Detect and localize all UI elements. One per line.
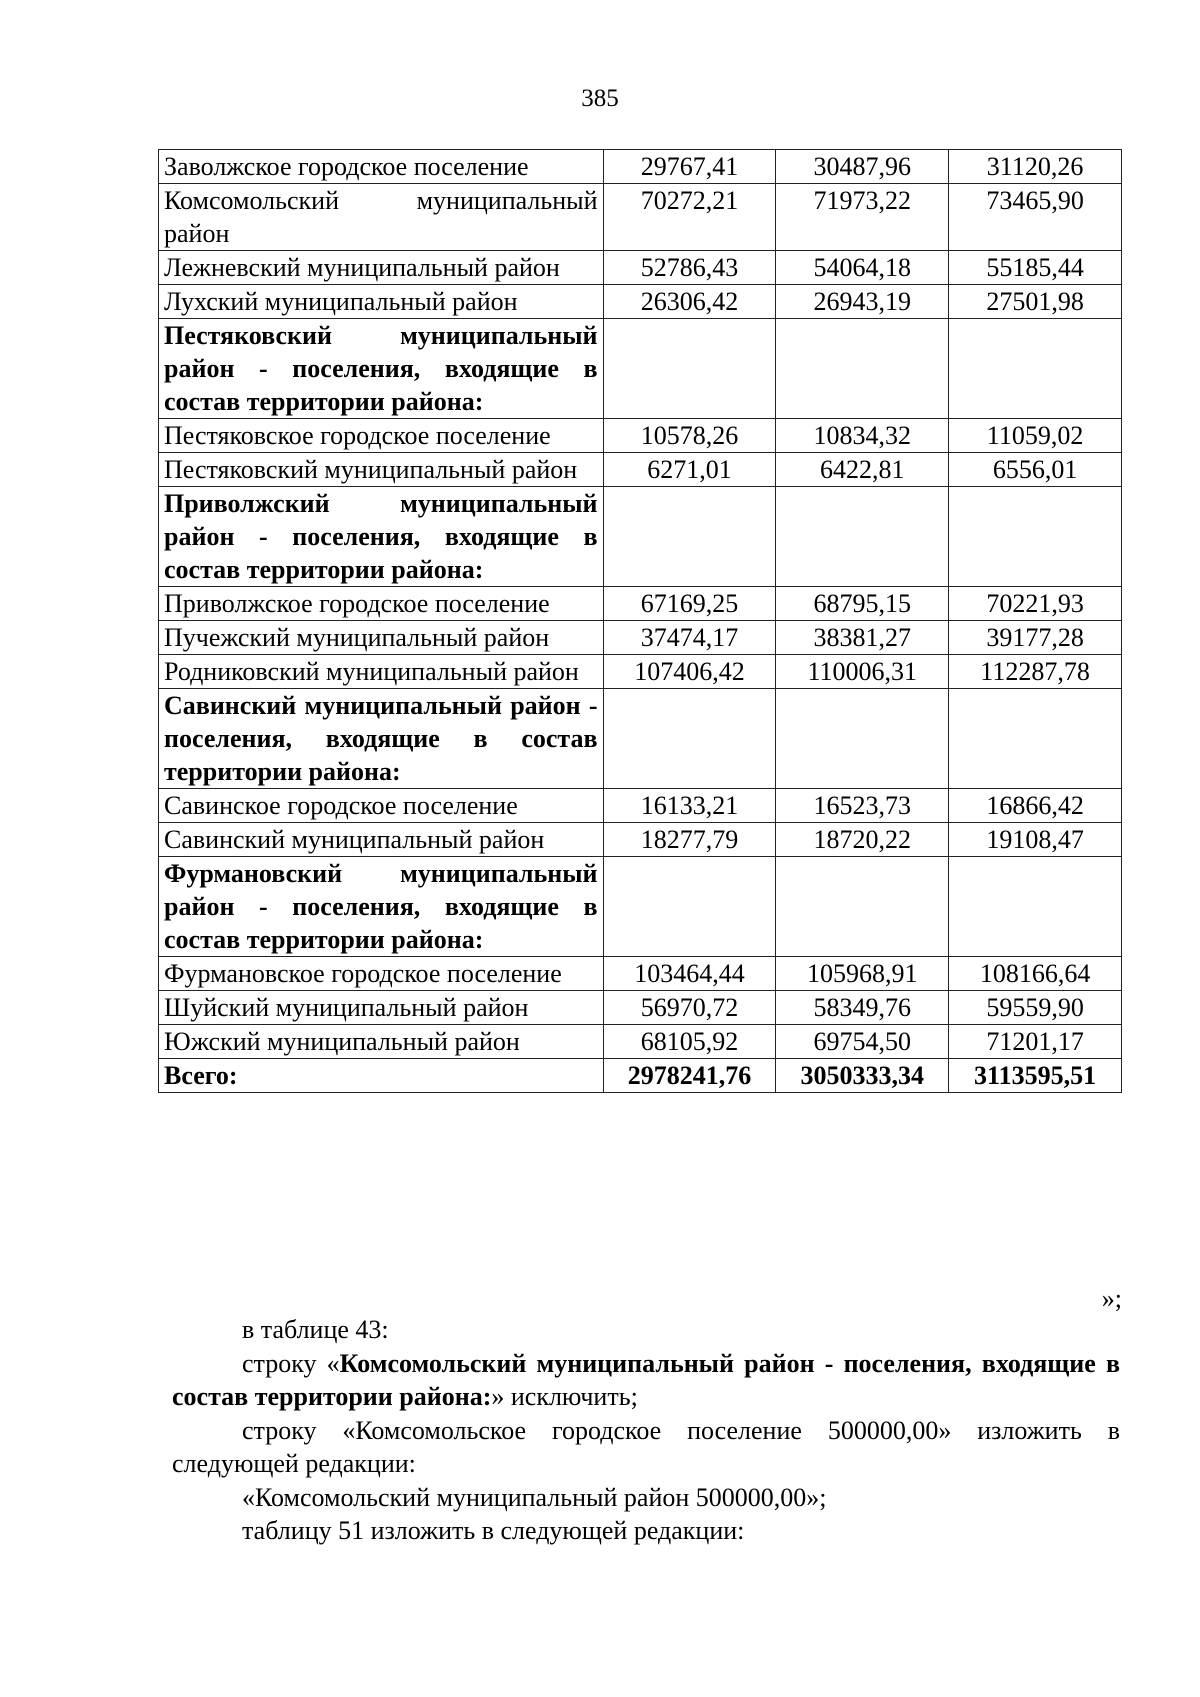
value-cell-2: 71973,22 bbox=[776, 184, 949, 251]
row-name-cell: Приволжский муниципальный район - поселения, входящие в состав территории района: bbox=[159, 487, 604, 587]
value-cell-1: 6271,01 bbox=[603, 453, 776, 487]
row-name-cell: Пестяковский муниципальный район - поселения, входящие в состав территории района: bbox=[159, 319, 604, 419]
table-row bbox=[159, 991, 1122, 1025]
table-row bbox=[159, 319, 1122, 419]
value-cell-2 bbox=[776, 689, 949, 789]
value-cell-1: 56970,72 bbox=[603, 991, 776, 1025]
value-cell-1: 10578,26 bbox=[603, 419, 776, 453]
table-row bbox=[159, 857, 1122, 957]
value-cell-1: 70272,21 bbox=[603, 184, 776, 251]
value-cell-3 bbox=[949, 689, 1122, 789]
row-name-cell: Всего: bbox=[159, 1059, 604, 1093]
value-cell-3: 16866,42 bbox=[949, 789, 1122, 823]
table-row bbox=[159, 587, 1122, 621]
paragraph-table-51: таблицу 51 изложить в следующей редакции: bbox=[242, 1516, 745, 1545]
value-cell-3 bbox=[949, 487, 1122, 587]
value-cell-2: 16523,73 bbox=[776, 789, 949, 823]
table-row bbox=[159, 1025, 1122, 1059]
value-cell-1 bbox=[603, 487, 776, 587]
table-body bbox=[159, 150, 1122, 1093]
value-cell-2 bbox=[776, 487, 949, 587]
value-cell-2: 3050333,34 bbox=[776, 1059, 949, 1093]
value-cell-2 bbox=[776, 857, 949, 957]
table-row bbox=[159, 453, 1122, 487]
value-cell-1: 52786,43 bbox=[603, 251, 776, 285]
value-cell-3: 112287,78 bbox=[949, 655, 1122, 689]
value-cell-3: 59559,90 bbox=[949, 991, 1122, 1025]
paragraph-remove-row bbox=[172, 1347, 1120, 1414]
value-cell-1: 2978241,76 bbox=[603, 1059, 776, 1093]
value-cell-3: 11059,02 bbox=[949, 419, 1122, 453]
value-cell-3: 55185,44 bbox=[949, 251, 1122, 285]
row-name-cell: Фурмановское городское поселение bbox=[159, 957, 604, 991]
value-cell-1 bbox=[603, 857, 776, 957]
table-row bbox=[159, 1059, 1122, 1093]
table-row bbox=[159, 184, 1122, 251]
row-name-cell: Пучежский муниципальный район bbox=[159, 621, 604, 655]
row-name-cell: Лежневский муниципальный район bbox=[159, 251, 604, 285]
value-cell-1: 67169,25 bbox=[603, 587, 776, 621]
value-cell-2: 69754,50 bbox=[776, 1025, 949, 1059]
value-cell-3: 6556,01 bbox=[949, 453, 1122, 487]
value-cell-2: 18720,22 bbox=[776, 823, 949, 857]
value-cell-2: 26943,19 bbox=[776, 285, 949, 319]
paragraph-remove-row-bold: Комсомольский муниципальный район - поселения, входящие в состав территории района: bbox=[172, 1348, 1120, 1411]
value-cell-1: 37474,17 bbox=[603, 621, 776, 655]
value-cell-2: 110006,31 bbox=[776, 655, 949, 689]
row-name-cell: Заволжское городское поселение bbox=[159, 150, 604, 184]
table-row bbox=[159, 150, 1122, 184]
value-cell-1 bbox=[603, 319, 776, 419]
value-cell-1: 107406,42 bbox=[603, 655, 776, 689]
value-cell-3: 27501,98 bbox=[949, 285, 1122, 319]
table-row bbox=[159, 621, 1122, 655]
body-text bbox=[172, 1313, 1120, 1548]
value-cell-3: 71201,17 bbox=[949, 1025, 1122, 1059]
table-row bbox=[159, 487, 1122, 587]
value-cell-1: 18277,79 bbox=[603, 823, 776, 857]
row-name-cell: Приволжское городское поселение bbox=[159, 587, 604, 621]
table-row bbox=[159, 957, 1122, 991]
value-cell-2: 38381,27 bbox=[776, 621, 949, 655]
value-cell-2 bbox=[776, 319, 949, 419]
paragraph-new-row: «Комсомольский муниципальный район 500000,00»; bbox=[242, 1482, 827, 1512]
paragraph-remove-row-suffix: » исключить; bbox=[491, 1382, 638, 1411]
row-name-cell: Шуйский муниципальный район bbox=[159, 991, 604, 1025]
value-cell-3: 31120,26 bbox=[949, 150, 1122, 184]
paragraph-remove-row-prefix: строку « bbox=[242, 1348, 340, 1378]
table-row bbox=[159, 251, 1122, 285]
paragraph-replace-row: строку «Комсомольское городское поселение 500000,00» изложить в следующей редакции: bbox=[172, 1415, 1120, 1478]
value-cell-1: 26306,42 bbox=[603, 285, 776, 319]
value-cell-1: 103464,44 bbox=[603, 957, 776, 991]
row-name-cell: Лухский муниципальный район bbox=[159, 285, 604, 319]
row-name-cell: Южский муниципальный район bbox=[159, 1025, 604, 1059]
row-name-cell: Родниковский муниципальный район bbox=[159, 655, 604, 689]
value-cell-2: 6422,81 bbox=[776, 453, 949, 487]
value-cell-2: 68795,15 bbox=[776, 587, 949, 621]
value-cell-2: 58349,76 bbox=[776, 991, 949, 1025]
row-name-cell: Савинский муниципальный район - поселения, входящие в состав территории района: bbox=[159, 689, 604, 789]
table-row bbox=[159, 655, 1122, 689]
value-cell-3 bbox=[949, 319, 1122, 419]
value-cell-3: 3113595,51 bbox=[949, 1059, 1122, 1093]
paragraph-table-43: в таблице 43: bbox=[242, 1315, 389, 1344]
budget-table bbox=[158, 149, 1122, 1093]
row-name-cell: Пестяковское городское поселение bbox=[159, 419, 604, 453]
value-cell-2: 30487,96 bbox=[776, 150, 949, 184]
closing-quote: »; bbox=[1101, 1284, 1122, 1313]
value-cell-1: 16133,21 bbox=[603, 789, 776, 823]
table-row bbox=[159, 823, 1122, 857]
value-cell-3: 73465,90 bbox=[949, 184, 1122, 251]
row-name-cell: Пестяковский муниципальный район bbox=[159, 453, 604, 487]
value-cell-3: 19108,47 bbox=[949, 823, 1122, 857]
row-name-cell: Савинский муниципальный район bbox=[159, 823, 604, 857]
table-row bbox=[159, 419, 1122, 453]
value-cell-1 bbox=[603, 689, 776, 789]
row-name-cell: Фурмановский муниципальный район - поселения, входящие в состав территории района: bbox=[159, 857, 604, 957]
table-row bbox=[159, 285, 1122, 319]
value-cell-1: 29767,41 bbox=[603, 150, 776, 184]
page-number: 385 bbox=[581, 85, 619, 112]
value-cell-3: 39177,28 bbox=[949, 621, 1122, 655]
value-cell-1: 68105,92 bbox=[603, 1025, 776, 1059]
value-cell-3 bbox=[949, 857, 1122, 957]
row-name-cell: Савинское городское поселение bbox=[159, 789, 604, 823]
table-row bbox=[159, 689, 1122, 789]
row-name-cell: Комсомольский муниципальный район bbox=[159, 184, 604, 251]
table-row bbox=[159, 789, 1122, 823]
value-cell-2: 54064,18 bbox=[776, 251, 949, 285]
value-cell-2: 105968,91 bbox=[776, 957, 949, 991]
value-cell-2: 10834,32 bbox=[776, 419, 949, 453]
value-cell-3: 70221,93 bbox=[949, 587, 1122, 621]
value-cell-3: 108166,64 bbox=[949, 957, 1122, 991]
